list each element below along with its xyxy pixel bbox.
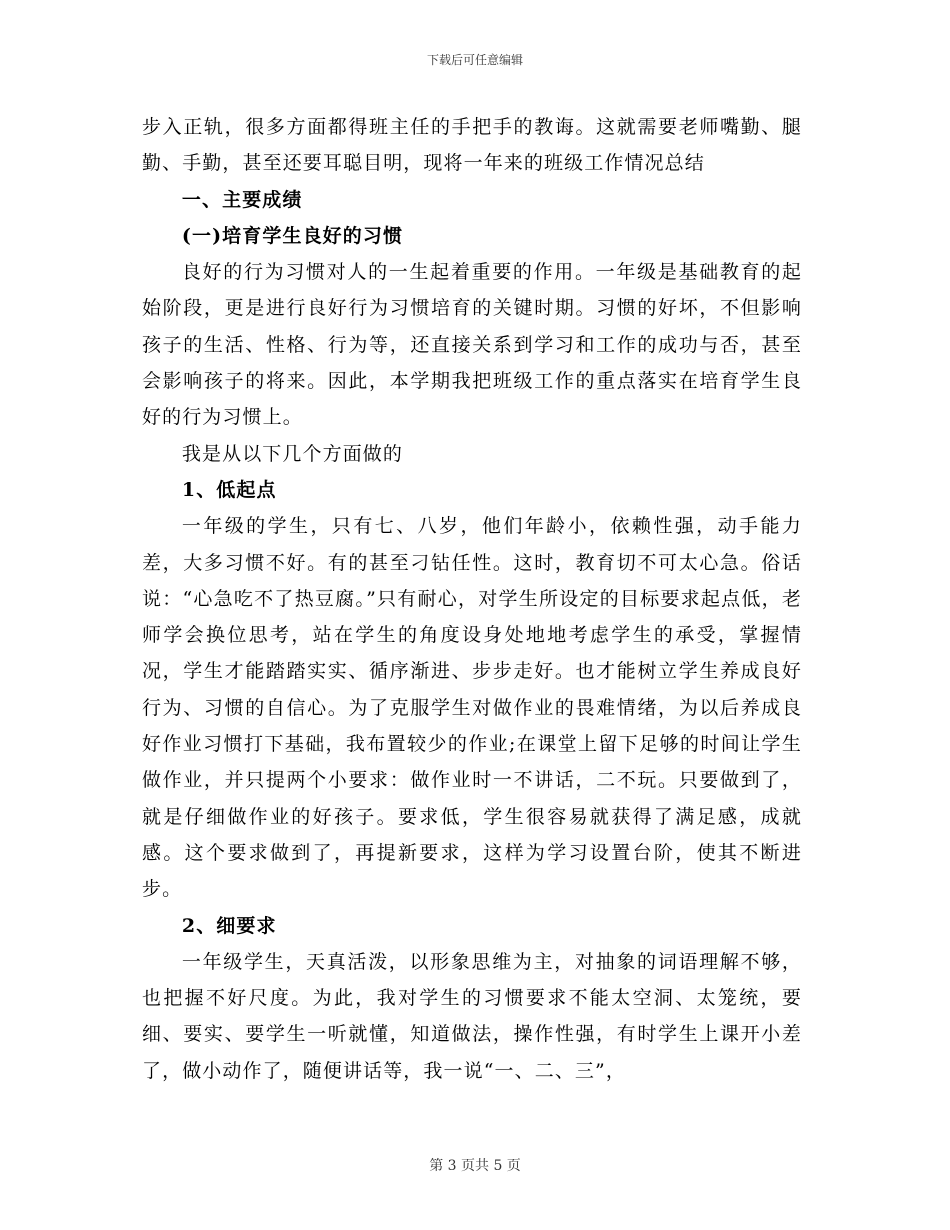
paragraph-habits: 良好的行为习惯对人的一生起着重要的作用。一年级是基础教育的起始阶段，更是进行良好行为习惯培育的关键时期。习惯的好坏，不但影响孩子的生活、性格、行为等，还直接关系到学习和工作的成功与否，甚至会影响孩子的将来。因此，本学期我把班级工作的重点落实在培育学生良好的行为习惯上。: [142, 261, 802, 429]
subsection-heading-good-habits: (一)培育学生良好的习惯: [181, 224, 404, 247]
paragraph-intro: 步入正轨，很多方面都得班主任的手把手的教诲。这就需要老师嘴勤、腿勤、手勤，甚至还要耳聪目明，现将一年来的班级工作情况总结: [142, 116, 802, 175]
item-heading-detailed-requirements: 2、细要求: [181, 914, 277, 937]
paragraph-detailed-requirements: 一年级学生，天真活泼，以形象思维为主，对抽象的词语理解不够，也把握不好尺度。为此，我对学生的习惯要求不能太空洞、太笼统，要细、要实、要学生一听就懂，知道做法，操作性强，有时学生上课开小差了，做小动作了，随便讲话等，我一说“一、二、三”，: [142, 950, 802, 1082]
document-body: [142, 109, 802, 1089]
page-header: 下载后可任意编辑: [426, 53, 523, 67]
page-footer: 第 3 页共 5 页: [429, 1158, 521, 1174]
item-heading-low-start: 1、低起点: [181, 478, 277, 501]
section-heading-main-achievements: 一、主要成绩: [181, 188, 303, 211]
paragraph-low-start: 一年级的学生，只有七、八岁，他们年龄小，依赖性强，动手能力差，大多习惯不好。有的甚至刁钻任性。这时，教育切不可太心急。俗话说：“心急吃不了热豆腐。”只有耐心，对学生所设定的目标要求起点低，老师学会换位思考，站在学生的角度设身处地地考虑学生的承受，掌握情况，学生才能踏踏实实、循序渐进、步步走好。也才能树立学生养成良好行为、习惯的自信心。为了克服学生对做作业的畏难情绪，为以后养成良好作业习惯打下基础，我布置较少的作业;在课堂上留下足够的时间让学生做作业，并只提两个小要求：做作业时一不讲话，二不玩。只要做到了，就是仔细做作业的好孩子。要求低，学生很容易就获得了满足感，成就感。这个要求做到了，再提新要求，这样为学习设置台阶，使其不断进步。: [142, 515, 802, 901]
paragraph-aspects: 我是从以下几个方面做的: [181, 442, 403, 465]
